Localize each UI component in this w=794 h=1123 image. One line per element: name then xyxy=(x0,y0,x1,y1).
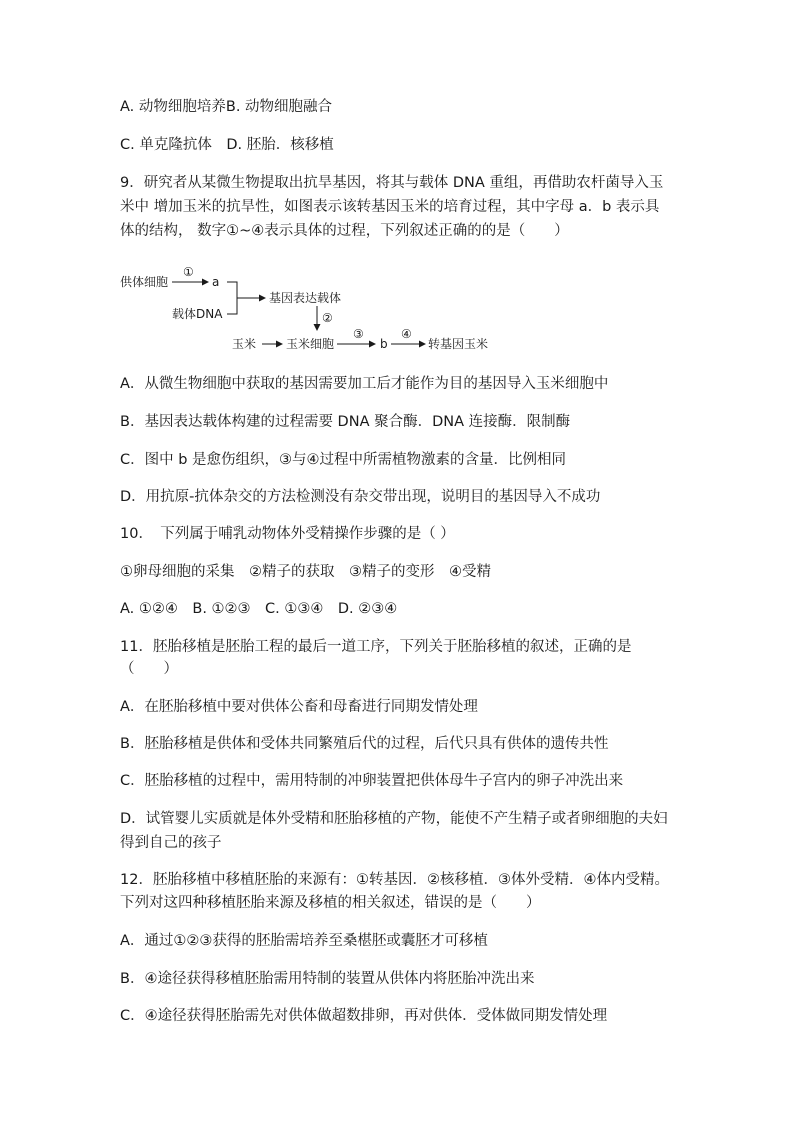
structure-b-label: b xyxy=(380,337,388,351)
option-line: A. 动物细胞培养B. 动物细胞融合 xyxy=(120,99,333,115)
option-line: C．④途径获得胚胎需先对供体做超数排卵，再对供体．受体做同期发情处理 xyxy=(120,1008,608,1024)
option-line: A．通过①②③获得的胚胎需培养至桑椹胚或囊胚才可移植 xyxy=(120,933,488,949)
option-line: D．用抗原-抗体杂交的方法检测没有杂交带出现，说明目的基因导入不成功 xyxy=(120,489,601,505)
step-1-label: ① xyxy=(183,265,194,279)
donor-cell-label: 供体细胞 xyxy=(120,275,169,289)
expression-vector-label: 基因表达载体 xyxy=(269,291,342,305)
option-line: B．胚胎移植是供体和受体共同繁殖后代的过程，后代只具有供体的遗传共性 xyxy=(120,736,609,752)
step-2-label: ② xyxy=(322,311,333,325)
question-9-stem: 9．研究者从某微生物提取出抗旱基因，将其与载体 DNA 重组，再借助农杆菌导入玉 xyxy=(120,175,664,191)
option-line: A．在胚胎移植中要对供体公畜和母畜进行同期发情处理 xyxy=(120,699,478,715)
question-10-stem: 10． 下列属于哺乳动物体外受精操作步骤的是（ ） xyxy=(120,526,455,542)
question-11-stem: （ ） xyxy=(120,661,178,677)
option-line: B．基因表达载体构建的过程需要 DNA 聚合酶．DNA 连接酶．限制酶 xyxy=(120,414,571,430)
question-12-stem: 下列对这四种移植胚胎来源及移植的相关叙述，错误的是（ ） xyxy=(120,895,541,911)
carrier-dna-label: 载体DNA xyxy=(172,307,223,321)
transgenic-corn-label: 转基因玉米 xyxy=(428,337,489,351)
option-line: A．从微生物细胞中获取的基因需要加工后才能作为目的基因导入玉米细胞中 xyxy=(120,376,609,392)
question-10-items: ①卵母细胞的采集 ②精子的获取 ③精子的变形 ④受精 xyxy=(120,564,491,580)
step-3-label: ③ xyxy=(353,327,364,341)
question-9-stem: 体的结构， 数字①~④表示具体的过程，下列叙述正确的的是（ ） xyxy=(120,223,569,239)
question-9-stem: 米中 增加玉米的抗旱性，如图表示该转基因玉米的培育过程，其中字母 a．b 表示具 xyxy=(120,199,660,215)
corn-label: 玉米 xyxy=(232,337,257,351)
option-line: C．图中 b 是愈伤组织，③与④过程中所需植物激素的含量．比例相同 xyxy=(120,452,567,468)
structure-a-label: a xyxy=(212,275,220,289)
transgenic-corn-diagram xyxy=(112,262,532,362)
option-line: B．④途径获得移植胚胎需用特制的装置从供体内将胚胎冲洗出来 xyxy=(120,971,535,987)
corn-cell-label: 玉米细胞 xyxy=(286,337,335,351)
question-11-stem: 11．胚胎移植是胚胎工程的最后一道工序，下列关于胚胎移植的叙述，正确的是 xyxy=(120,639,632,655)
option-line: C．胚胎移植的过程中，需用特制的冲卵装置把供体母牛子宫内的卵子冲洗出来 xyxy=(120,773,624,789)
option-line: C. 单克隆抗体 D. 胚胎．核移植 xyxy=(120,137,334,153)
question-12-stem: 12．胚胎移植中移植胚胎的来源有：①转基因．②核移植．③体外受精．④体内受精。 xyxy=(120,872,669,888)
step-4-label: ④ xyxy=(401,327,412,341)
option-line: A. ①②④ B. ①②③ C. ①③④ D. ②③④ xyxy=(120,601,398,617)
option-line: 得到自己的孩子 xyxy=(120,835,222,851)
option-line: D．试管婴儿实质就是体外受精和胚胎移植的产物，能使不产生精子或者卵细胞的夫妇 xyxy=(120,811,668,827)
